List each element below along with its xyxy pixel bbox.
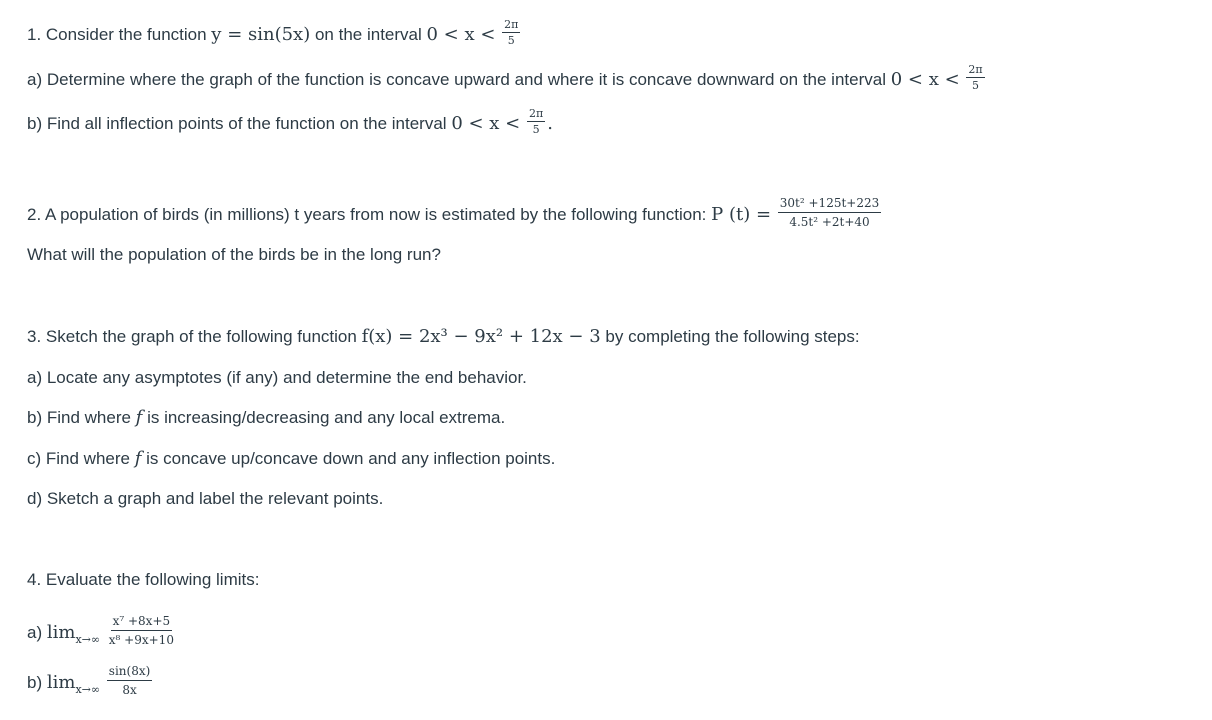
q4-part-b-label: b): [27, 672, 43, 692]
q1-part-b-fraction-numerator: 2π: [529, 107, 544, 120]
q4-part-b-lim: lim: [46, 671, 76, 693]
q4-part-a-lim: lim: [46, 621, 76, 643]
q3-part-c: [27, 447, 555, 471]
q1-part-b-fraction-denominator: 5: [532, 123, 540, 136]
q3-intro: 3. Sketch the graph of the following function: [27, 327, 357, 346]
q1-interval-text: on the interval: [314, 24, 422, 44]
q4-part-b: [27, 666, 154, 702]
q1-fraction-numerator: 2π: [504, 18, 519, 31]
q4-part-b-fraction: [107, 663, 153, 698]
q3-part-c-post: is concave up/concave down and any inflection points.: [146, 449, 556, 468]
q1-part-a-fraction-denominator: 5: [972, 79, 979, 92]
q4-part-a-fraction: [107, 613, 176, 648]
q4-part-b-denominator: 8x: [122, 683, 137, 697]
q2-question: What will the population of the birds be in the long run?: [27, 245, 441, 264]
q3-function: f(x) = 2x³ − 9x² + 12x − 3: [361, 326, 601, 347]
q4-part-a-numerator: x⁷ +8x+5: [111, 613, 173, 631]
q1-statement: [27, 18, 522, 50]
q1-interval-math: 0 < x <: [426, 23, 496, 45]
q1-fraction-denominator: 5: [507, 34, 515, 47]
q1-fraction: [502, 18, 520, 47]
q3-part-b-f: f: [135, 407, 143, 428]
q4-part-a: [27, 616, 178, 652]
q1-part-b-text: b) Find all inflection points of the function on the interval: [27, 113, 447, 133]
q1-part-a-interval: 0 < x <: [890, 68, 960, 90]
q2-fraction: [778, 195, 881, 230]
q4-part-a-lim-sub: x→∞: [75, 632, 101, 646]
q1-function: y = sin(5x): [211, 23, 311, 45]
q3-part-c-f: f: [134, 448, 142, 469]
q1-part-a-text: a) Determine where the graph of the function is concave upward and where it is concave downward on the interval: [27, 69, 886, 89]
q1-part-b-interval: 0 < x <: [451, 112, 521, 134]
q2-fraction-numerator: 30t² +125t+223: [778, 195, 881, 213]
q1-part-a-fraction: [966, 63, 984, 92]
q4-part-a-label: a): [27, 622, 43, 642]
q2-statement: [27, 198, 883, 233]
q2-function: P (t) =: [711, 203, 772, 225]
q4-part-a-denominator: x⁸ +9x+10: [108, 633, 174, 647]
q3-part-c-pre: c) Find where: [27, 449, 130, 468]
q4-statement: 4. Evaluate the following limits:: [27, 570, 260, 589]
q1-part-b-period: .: [547, 112, 553, 134]
q3-part-b-post: is increasing/decreasing and any local extrema.: [147, 408, 506, 427]
q3-intro-end: by completing the following steps:: [605, 327, 860, 346]
q4-part-b-lim-sub: x→∞: [75, 682, 101, 696]
q3-part-b-pre: b) Find where: [27, 408, 131, 427]
q3-part-a: a) Locate any asymptotes (if any) and determine the end behavior.: [27, 368, 527, 387]
q1-intro: 1. Consider the function: [27, 24, 207, 44]
q3-part-b: [27, 406, 505, 430]
q1-part-a: [27, 63, 987, 95]
q3-statement: [27, 325, 860, 349]
q4-part-b-numerator: sin(8x): [107, 663, 153, 681]
q1-part-b-fraction: [527, 107, 545, 136]
q2-fraction-denominator: 4.5t² +2t+40: [789, 215, 870, 229]
q3-part-d: d) Sketch a graph and label the relevant points.: [27, 489, 384, 508]
q1-part-a-fraction-numerator: 2π: [968, 63, 983, 76]
q1-part-b: [27, 107, 553, 139]
q2-intro: 2. A population of birds (in millions) t years from now is estimated by the following function:: [27, 204, 707, 224]
